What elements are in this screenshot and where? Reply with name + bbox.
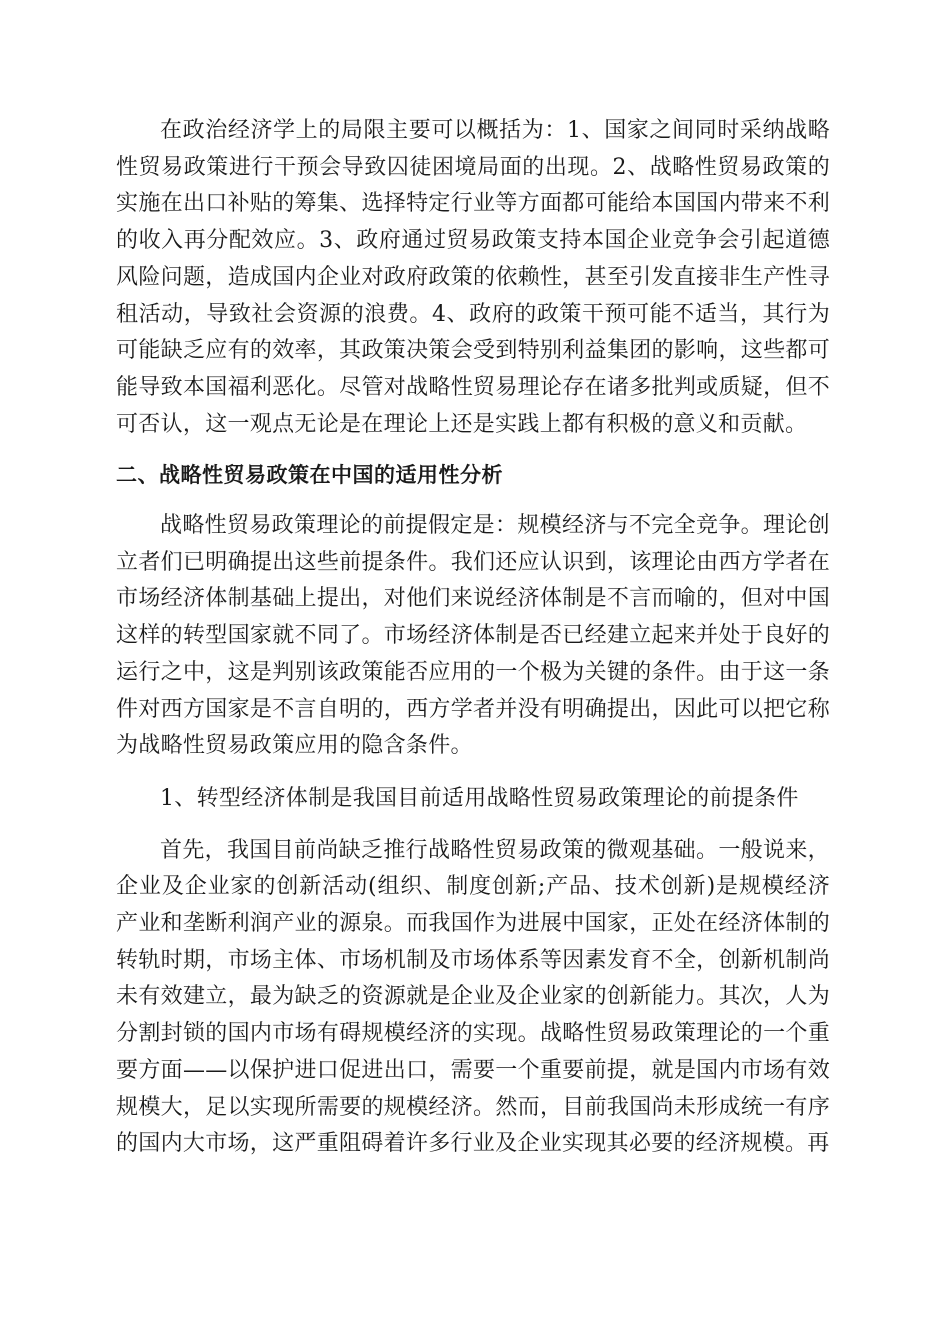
body-paragraph-micro-basis: 首先，我国目前尚缺乏推行战略性贸易政策的微观基础。一般说来，企业及企业家的创新活动(组织、制度创新;产品、技术创新)是规模经济产业和垄断利润产业的源泉。而我国作为进展中国家，正处在经济体制的转轨时期，市场主体、市场机制及市场体系等因素发育不全，创新机制尚未有效建立，最为缺乏的资源就是企业及企业家的创新能力。其次，人为分割封锁的国内市场有碍规模经济的实现。战略性贸易政策理论的一个重要方面——以保护进口促进出口，需要一个重要前提，就是国内市场有效规模大，足以实现所需要的规模经济。然而，目前我国尚未形成统一有序的国内大市场，这严重阻碍着许多行业及企业实现其必要的经济规模。再: [116, 837, 830, 1157]
body-paragraph-politics: 在政治经济学上的局限主要可以概括为：1、国家之间同时采纳战略性贸易政策进行干预会导致囚徒困境局面的出现。2、战略性贸易政策的实施在出口补贴的筹集、选择特定行业等方面都可能给本国国内带来不利的收入再分配效应。3、政府通过贸易政策支持本国企业竞争会引起道德风险问题，造成国内企业对政府政策的依赖性，甚至引发直接非生产性寻租活动，导致社会资源的浪费。4、政府的政策干预可能不适当，其行为可能缺乏应有的效率，其政策决策会受到特别利益集团的影响，这些都可能导致本国福利恶化。尽管对战略性贸易理论存在诸多批判或质疑，但不可否认，这一观点无论是在理论上还是实践上都有积极的意义和贡献。: [116, 118, 830, 437]
body-paragraph-premise: 战略性贸易政策理论的前提假定是：规模经济与不完全竞争。理论创立者们已明确提出这些前提条件。我们还应认识到，该理论由西方学者在市场经济体制基础上提出，对他们来说经济体制是不言而喻的，但对中国这样的转型国家就不同了。市场经济体制是否已经建立起来并处于良好的运行之中，这是判别该政策能否应用的一个极为关键的条件。由于这一条件对西方国家是不言自明的，西方学者并没有明确提出，因此可以把它称为战略性贸易政策应用的隐含条件。: [116, 513, 830, 759]
subsection-heading: 1、转型经济体制是我国目前适用战略性贸易政策理论的前提条件: [160, 785, 799, 811]
document-page: [116, 113, 830, 1163]
section-heading: 二、战略性贸易政策在中国的适用性分析: [116, 463, 503, 488]
